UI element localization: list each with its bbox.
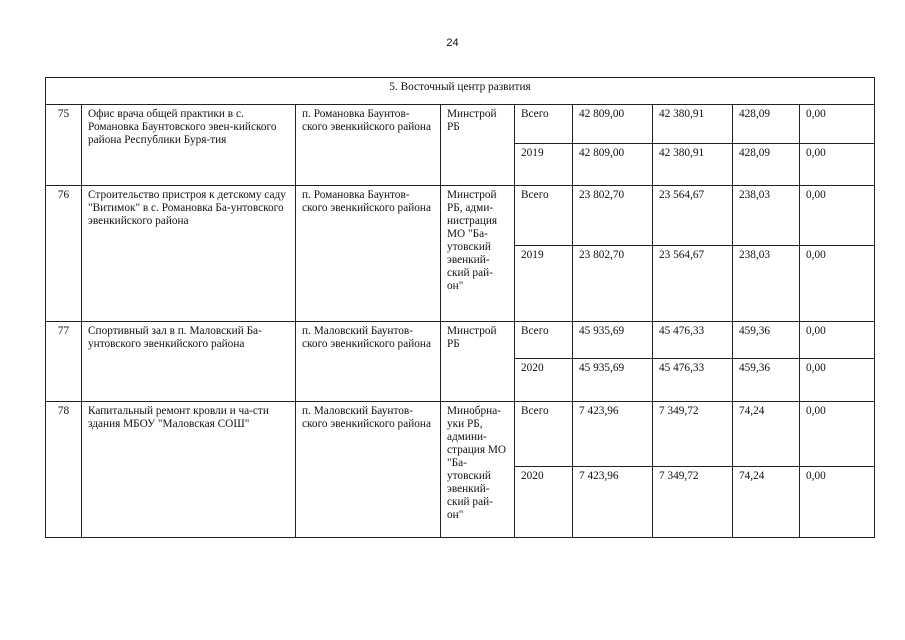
value-local: 0,00 — [800, 322, 875, 359]
period-total-label: Всего — [515, 322, 573, 359]
value-federal: 7 349,72 — [653, 467, 733, 538]
object-name: Строительство пристроя к детскому саду "Витимок" в с. Романовка Ба-унтовского эвенкийского района — [82, 186, 296, 322]
customer: Минстрой РБ — [441, 322, 515, 402]
value-total: 42 809,00 — [573, 144, 653, 186]
value-total: 45 935,69 — [573, 359, 653, 402]
value-federal: 45 476,33 — [653, 322, 733, 359]
value-federal: 7 349,72 — [653, 402, 733, 467]
period-year: 2019 — [515, 246, 573, 322]
row-number: 75 — [46, 105, 82, 186]
section-title: 5. Восточный центр развития — [46, 78, 875, 105]
row-number: 76 — [46, 186, 82, 322]
value-federal: 45 476,33 — [653, 359, 733, 402]
value-federal: 23 564,67 — [653, 246, 733, 322]
value-regional: 74,24 — [733, 402, 800, 467]
value-total: 23 802,70 — [573, 246, 653, 322]
value-total: 42 809,00 — [573, 105, 653, 144]
period-total-label: Всего — [515, 186, 573, 246]
value-regional: 238,03 — [733, 186, 800, 246]
value-regional: 459,36 — [733, 322, 800, 359]
period-year: 2020 — [515, 359, 573, 402]
section-header-row — [46, 78, 875, 105]
table-row — [46, 322, 875, 359]
period-total-label: Всего — [515, 105, 573, 144]
value-federal: 42 380,91 — [653, 144, 733, 186]
value-local: 0,00 — [800, 246, 875, 322]
customer: Минстрой РБ — [441, 105, 515, 186]
object-location: п. Маловский Баунтов-ского эвенкийского района — [296, 322, 441, 402]
value-local: 0,00 — [800, 402, 875, 467]
customer: Минобрна-уки РБ, админи-страция МО "Ба-утовский эвенкий-ский рай-он" — [441, 402, 515, 538]
value-local: 0,00 — [800, 144, 875, 186]
construction-projects-table — [45, 77, 875, 538]
object-name: Офис врача общей практики в с. Романовка Баунтовского эвен-кийского района Республики Буря-тия — [82, 105, 296, 186]
value-regional: 74,24 — [733, 467, 800, 538]
value-local: 0,00 — [800, 186, 875, 246]
value-federal: 23 564,67 — [653, 186, 733, 246]
object-location: п. Романовка Баунтов-ского эвенкийского района — [296, 186, 441, 322]
value-local: 0,00 — [800, 359, 875, 402]
customer: Минстрой РБ, адми-нистрация МО "Ба-утовский эвенкий-ский рай-он" — [441, 186, 515, 322]
value-total: 45 935,69 — [573, 322, 653, 359]
value-local: 0,00 — [800, 467, 875, 538]
object-location: п. Романовка Баунтов-ского эвенкийского района — [296, 105, 441, 186]
value-total: 7 423,96 — [573, 402, 653, 467]
value-regional: 459,36 — [733, 359, 800, 402]
value-total: 7 423,96 — [573, 467, 653, 538]
object-name: Спортивный зал в п. Маловский Ба-унтовского эвенкийского района — [82, 322, 296, 402]
row-number: 78 — [46, 402, 82, 538]
object-location: п. Маловский Баунтов-ского эвенкийского района — [296, 402, 441, 538]
table-row — [46, 186, 875, 246]
period-total-label: Всего — [515, 402, 573, 467]
value-total: 23 802,70 — [573, 186, 653, 246]
table-row — [46, 402, 875, 467]
row-number: 77 — [46, 322, 82, 402]
object-name: Капитальный ремонт кровли и ча-сти здания МБОУ "Маловская СОШ" — [82, 402, 296, 538]
period-year: 2019 — [515, 144, 573, 186]
value-federal: 42 380,91 — [653, 105, 733, 144]
value-regional: 238,03 — [733, 246, 800, 322]
value-regional: 428,09 — [733, 144, 800, 186]
value-local: 0,00 — [800, 105, 875, 144]
table-row — [46, 105, 875, 144]
period-year: 2020 — [515, 467, 573, 538]
page-number: 24 — [446, 37, 459, 49]
value-regional: 428,09 — [733, 105, 800, 144]
